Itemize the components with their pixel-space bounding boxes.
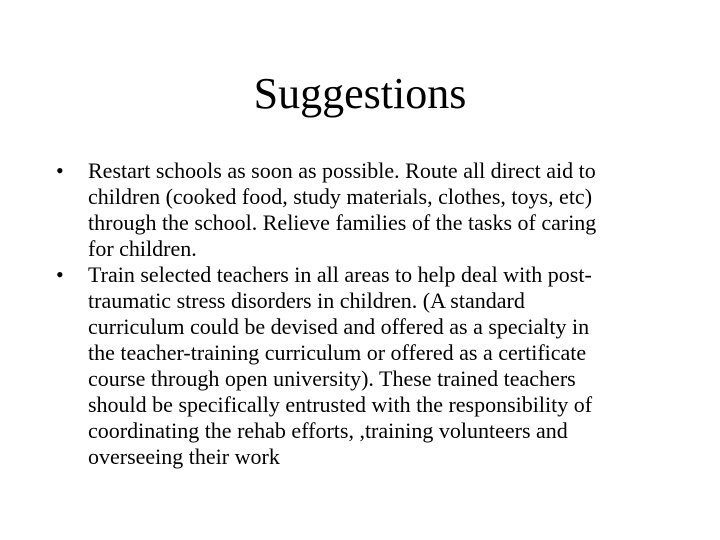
bullet-line: curriculum could be devised and offered as a specialty in [88, 314, 590, 339]
bullet-line: through the school. Relieve families of the tasks of caring [88, 210, 597, 235]
bullet-text [88, 262, 656, 470]
bullet-item [56, 158, 656, 262]
bullet-line: children (cooked food, study materials, clothes, toys, etc) [88, 184, 593, 209]
bullet-line: coordinating the rehab efforts, ,training volunteers and [88, 418, 568, 443]
bullet-line: should be specifically entrusted with the responsibility of [88, 392, 593, 417]
bullet-line: Restart schools as soon as possible. Route all direct aid to [88, 158, 596, 183]
bullet-list [56, 158, 656, 470]
bullet-line: traumatic stress disorders in children. (A standard [88, 288, 525, 313]
bullet-text [88, 158, 656, 262]
bullet-line: Train selected teachers in all areas to help deal with post- [88, 262, 592, 287]
slide-title: Suggestions [253, 69, 467, 118]
bullet-line: the teacher-training curriculum or offered as a certificate [88, 340, 587, 365]
bullet-line: for children. [88, 236, 197, 261]
bullet-icon: • [56, 262, 64, 287]
bullet-line: overseeing their work [88, 444, 280, 469]
bullet-line: course through open university). These trained teachers [88, 366, 576, 391]
bullet-item [56, 262, 656, 470]
bullet-icon: • [56, 158, 64, 183]
